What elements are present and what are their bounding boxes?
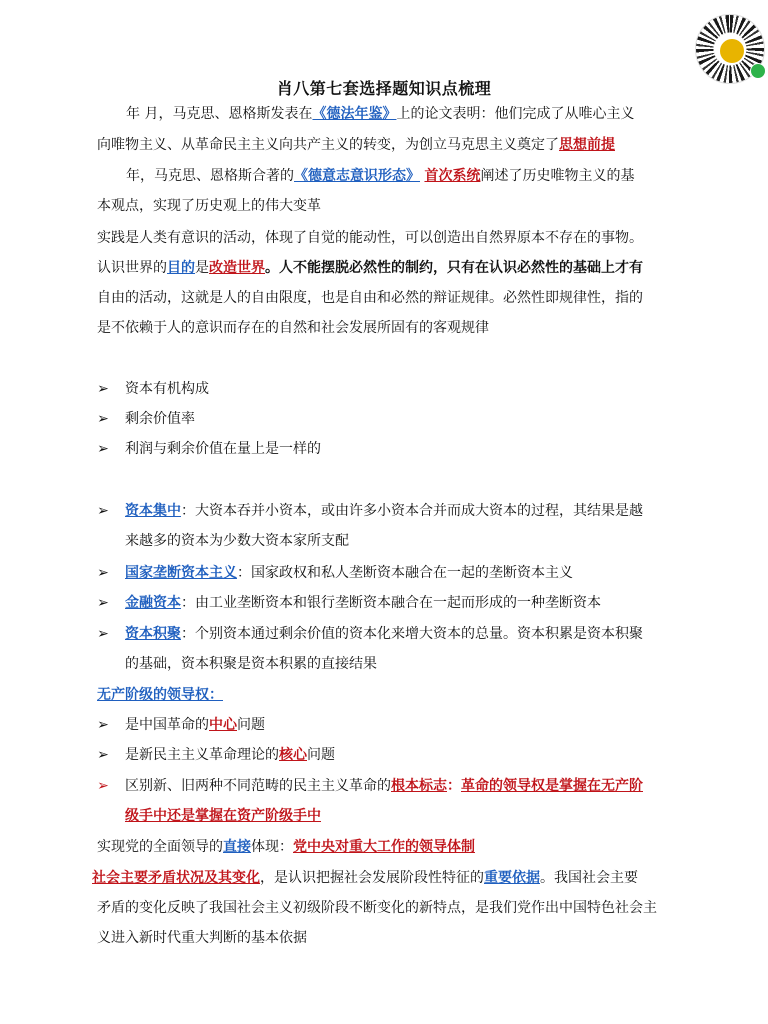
text: ： — [447, 778, 461, 794]
bullet-icon: ➢ — [97, 626, 109, 642]
term-german-ideology: 《德意志意识形态》 — [294, 168, 420, 184]
para3-line1: 实践是人类有意识的活动，体现了自觉的能动性，可以创造出自然界原本不存在的事物。 — [97, 230, 643, 246]
term-state-monopoly-capitalism: 国家垄断资本主义 — [125, 565, 237, 581]
text: 是中国革命的 — [125, 717, 209, 733]
text: 问题 — [307, 747, 335, 763]
bullet-icon: ➢ — [97, 595, 109, 611]
list-item — [125, 710, 265, 740]
text: 认识世界的 — [97, 260, 167, 276]
list-item: 资本有机构成 — [125, 381, 209, 397]
term-proletarian-leadership: 无产阶级的领导权： — [97, 687, 223, 703]
contradiction-line3: 义进入新时代重大判断的基本依据 — [97, 930, 307, 946]
term-main-contradiction: 社会主要矛盾状况及其变化 — [92, 870, 260, 886]
text: 是 — [195, 260, 209, 276]
bullet-icon: ➢ — [97, 565, 109, 581]
term-ideological-premise: 思想前提 — [559, 137, 615, 153]
term-leadership-question: 革命的领导权是掌握在无产阶 — [461, 778, 643, 794]
para3-line3: 自由的活动，这就是人的自由限度，也是自由和必然的辩证规律。必然性即规律性，指的 — [97, 290, 643, 306]
qr-logo-icon — [718, 37, 746, 65]
text: 问题 — [237, 717, 265, 733]
list-item-cont: 的基础，资本积聚是资本积累的直接结果 — [125, 656, 377, 672]
term-financial-capital: 金融资本 — [125, 595, 181, 611]
list-item-cont — [125, 801, 321, 831]
bullet-icon: ➢ — [97, 411, 109, 427]
text: 是新民主主义革命理论的 — [125, 747, 279, 763]
party-line — [97, 832, 475, 862]
para2-line2: 本观点，实现了历史观上的伟大变革 — [97, 198, 321, 214]
list-item-cont: 来越多的资本为少数大资本家所支配 — [125, 533, 349, 549]
list-item — [125, 619, 643, 649]
term-capital-concentration: 资本积聚 — [125, 626, 181, 642]
text: 向唯物主义、从革命民主主义向共产主义的转变，为创立马克思主义奠定了 — [97, 137, 559, 153]
text: ：由工业垄断资本和银行垄断资本融合在一起而形成的一种垄断资本 — [181, 595, 601, 611]
list-item — [125, 558, 573, 588]
para1-line1 — [126, 99, 634, 129]
text: 年 月，马克思、恩格斯发表在 — [126, 106, 313, 122]
text: 上的论文表明：他们完成了从唯心主义 — [396, 106, 635, 122]
section-heading — [97, 680, 223, 710]
term-core: 核心 — [279, 747, 307, 763]
bullet-icon: ➢ — [97, 747, 109, 763]
term-leadership-question-cont: 级手中还是掌握在资产阶级手中 — [125, 808, 321, 824]
para2-line1 — [126, 161, 634, 191]
text: 年，马克思、恩格斯合著的 — [126, 168, 294, 184]
text: ：国家政权和私人垄断资本融合在一起的垄断资本主义 — [237, 565, 573, 581]
term-fundamental-mark: 根本标志 — [391, 778, 447, 794]
term-transform-world: 改造世界 — [209, 260, 265, 276]
list-item — [125, 740, 335, 770]
text: 实现党的全面领导的 — [97, 839, 223, 855]
term-purpose: 目的 — [167, 260, 195, 276]
term-capital-centralization: 资本集中 — [125, 503, 181, 519]
term-deutsch-franzosische: 《德法年鉴》 — [312, 106, 397, 122]
term-direct: 直接 — [223, 839, 251, 855]
text: 。人不能摆脱必然性的制约，只有在认识必然性的基础上才有 — [265, 260, 643, 276]
list-item — [125, 588, 601, 618]
bullet-icon: ➢ — [97, 381, 109, 397]
list-item: 利润与剩余价值在量上是一样的 — [125, 441, 321, 457]
text: ，是认识把握社会发展阶段性特征的 — [260, 870, 484, 886]
text: 区别新、旧两种不同范畴的民主主义革命的 — [125, 778, 391, 794]
term-leadership-system: 党中央对重大工作的领导体制 — [293, 839, 475, 855]
list-item: 剩余价值率 — [125, 411, 195, 427]
text: ：大资本吞并小资本，或由许多小资本合并而成大资本的过程，其结果是越 — [181, 503, 643, 519]
text: ：个别资本通过剩余价值的资本化来增大资本的总量。资本积累是资本积聚 — [181, 626, 643, 642]
text: 体现： — [251, 839, 293, 855]
para1-line2 — [97, 130, 615, 160]
bullet-icon: ➢ — [97, 503, 109, 519]
term-important-basis: 重要依据 — [484, 870, 540, 886]
page-title: 肖八第七套选择题知识点梳理 — [276, 79, 492, 98]
para3-line2 — [97, 253, 643, 283]
term-first-systematic: 首次系统 — [424, 168, 481, 184]
text: 阐述了历史唯物主义的基 — [480, 168, 635, 184]
bullet-icon: ➢ — [97, 441, 109, 457]
term-center: 中心 — [209, 717, 237, 733]
para3-line4: 是不依赖于人的意识而存在的自然和社会发展所固有的客观规律 — [97, 320, 489, 336]
contradiction-line2: 矛盾的变化反映了我国社会主义初级阶段不断变化的新特点，是我们党作出中国特色社会主 — [97, 900, 657, 916]
list-item — [125, 771, 643, 801]
qr-code-icon — [695, 14, 765, 84]
contradiction-line1 — [92, 863, 638, 893]
bullet-icon: ➢ — [97, 717, 109, 733]
text: 。我国社会主要 — [540, 870, 638, 886]
list-item — [125, 496, 643, 526]
bullet-icon: ➢ — [97, 778, 109, 794]
